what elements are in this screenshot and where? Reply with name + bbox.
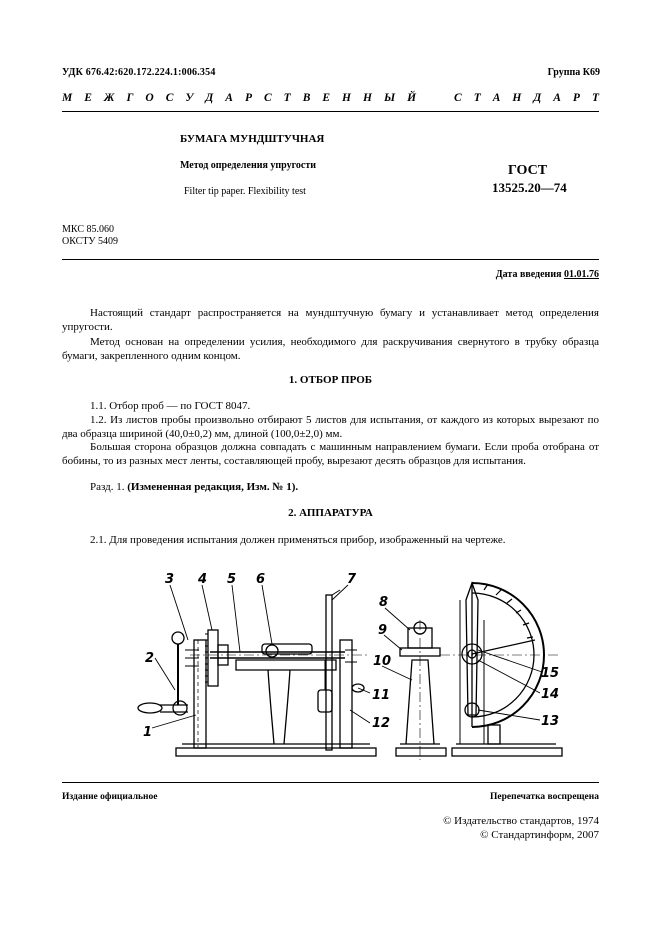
banner-letter: Д: [205, 92, 214, 104]
label-1: 1: [143, 725, 153, 740]
banner-letter: Ж: [103, 92, 115, 104]
english-title: Filter tip paper. Flexibility test: [184, 186, 306, 197]
banner-letter: Г: [126, 92, 134, 104]
right-column: [340, 640, 352, 748]
left-column: [194, 640, 206, 748]
section-1-paragraph-3: Большая сторона образцов должна совпадать с машинным направлением бумаги. Если проба отобрана от бобины, то из разных мест ленты, составляющей пробу, вырезают десять образцов для испытания.: [62, 441, 599, 467]
banner-letter: Н: [512, 92, 522, 104]
okstu-code: ОКСТУ 5409: [62, 236, 119, 247]
label-13: 13: [541, 714, 560, 729]
banner-letter: С: [263, 92, 272, 104]
label-7: 7: [347, 572, 357, 587]
banner-letter: Н: [362, 92, 372, 104]
banner-letter: Е: [84, 92, 92, 104]
central-support: [268, 670, 290, 744]
apparatus-drawing: [120, 565, 570, 765]
section-1-amendment: [62, 481, 599, 495]
document-title: БУМАГА МУНДШТУЧНАЯ: [180, 133, 325, 145]
reprint-prohibited: Перепечатка воспрещена: [489, 792, 599, 802]
intro-paragraph-2: Метод основан на определении усилия, необходимого для раскручивания свернутого в трубку образца бумаги, закрепленного одним концом.: [62, 336, 599, 362]
label-11: 11: [372, 688, 391, 703]
gost-label: ГОСТ: [508, 163, 548, 178]
banner-letter: Р: [572, 92, 580, 104]
vertical-scale-rod: [326, 595, 332, 750]
banner-letter: Ы: [383, 92, 396, 104]
label-14: 14: [541, 687, 560, 702]
scale-post: [488, 725, 500, 744]
date-rule: [62, 259, 599, 260]
handwheel-hub: [173, 701, 187, 715]
handle-knob-top: [172, 632, 184, 644]
section-2-heading: 2. АППАРАТУРА: [288, 507, 373, 519]
banner-letter: С: [454, 92, 462, 104]
header-rule: [62, 111, 599, 112]
banner-letter: Т: [473, 92, 481, 104]
official-edition: Издание официальное: [62, 792, 158, 802]
label-10: 10: [373, 654, 392, 669]
label-4: 4: [198, 572, 208, 587]
amendment-note: (Измененная редакция, Изм. № 1).: [127, 481, 299, 493]
label-6: 6: [256, 572, 266, 587]
banner-letter: В: [302, 92, 311, 104]
copyright-2007: © Стандартинформ, 2007: [480, 829, 599, 841]
section-1-heading: 1. ОТБОР ПРОБ: [288, 374, 373, 386]
middle-base: [396, 748, 446, 756]
banner-word-gap: [428, 92, 442, 104]
banner-letter: Й: [407, 92, 417, 104]
label-3: 3: [165, 572, 175, 587]
handle-grip: [138, 703, 162, 713]
label-12: 12: [372, 716, 391, 731]
gost-number: 13525.20—74: [492, 180, 567, 195]
intro-paragraph-1: Настоящий стандарт распространяется на мундштучную бумагу и устанавливает метод определения упругости.: [62, 307, 599, 333]
footer-rule: [62, 782, 599, 783]
banner-letter: Н: [342, 92, 351, 104]
mks-code: МКС 85.060: [62, 224, 114, 235]
copyright-1974: © Издательство стандартов, 1974: [443, 815, 599, 827]
banner-letter: О: [145, 92, 154, 104]
banner-letter: С: [165, 92, 174, 104]
banner-letter: Д: [533, 92, 542, 104]
banner-letter: Е: [322, 92, 331, 104]
banner-letter: А: [553, 92, 561, 104]
indicator-needle: [472, 640, 535, 654]
weight: [318, 690, 332, 712]
date-value: 01.01.76: [564, 269, 599, 280]
introduction-date: [496, 269, 599, 280]
label-2: 2: [145, 651, 155, 666]
document-subtitle: Метод определения упругости: [180, 160, 317, 171]
banner-letter: М: [62, 92, 73, 104]
label-9: 9: [378, 623, 388, 638]
section-1-paragraph-1: 1.1. Отбор проб — по ГОСТ 8047.: [90, 400, 251, 412]
banner-letter: Т: [591, 92, 599, 104]
banner-letter: У: [185, 92, 194, 104]
amendment-prefix: Разд. 1.: [90, 481, 125, 493]
label-15: 15: [541, 666, 560, 681]
banner-letter: Р: [244, 92, 252, 104]
bridge-beam: [236, 660, 336, 670]
interstate-standard-banner: [62, 92, 599, 104]
label-8: 8: [379, 595, 389, 610]
left-base: [176, 748, 376, 756]
right-base: [452, 748, 562, 756]
udk-code: УДК 676.42:620.172.224.1:006.354: [62, 67, 216, 78]
banner-letter: Т: [283, 92, 291, 104]
date-label: Дата введения: [495, 269, 562, 280]
section-1-paragraph-2: 1.2. Из листов пробы произвольно отбирают 5 листов для испытания, от каждого из которых вырезают по два образца шириной (40,0±0,2) мм, длиной (100,0±2,0) мм.: [62, 414, 599, 440]
section-2-paragraph-1: 2.1. Для проведения испытания должен применяться прибор, изображенный на чертеже.: [90, 534, 506, 546]
classification-codes: [62, 224, 118, 248]
banner-letter: А: [225, 92, 233, 104]
banner-letter: А: [492, 92, 501, 104]
group-code: Группа К69: [547, 67, 600, 78]
label-5: 5: [227, 572, 237, 587]
